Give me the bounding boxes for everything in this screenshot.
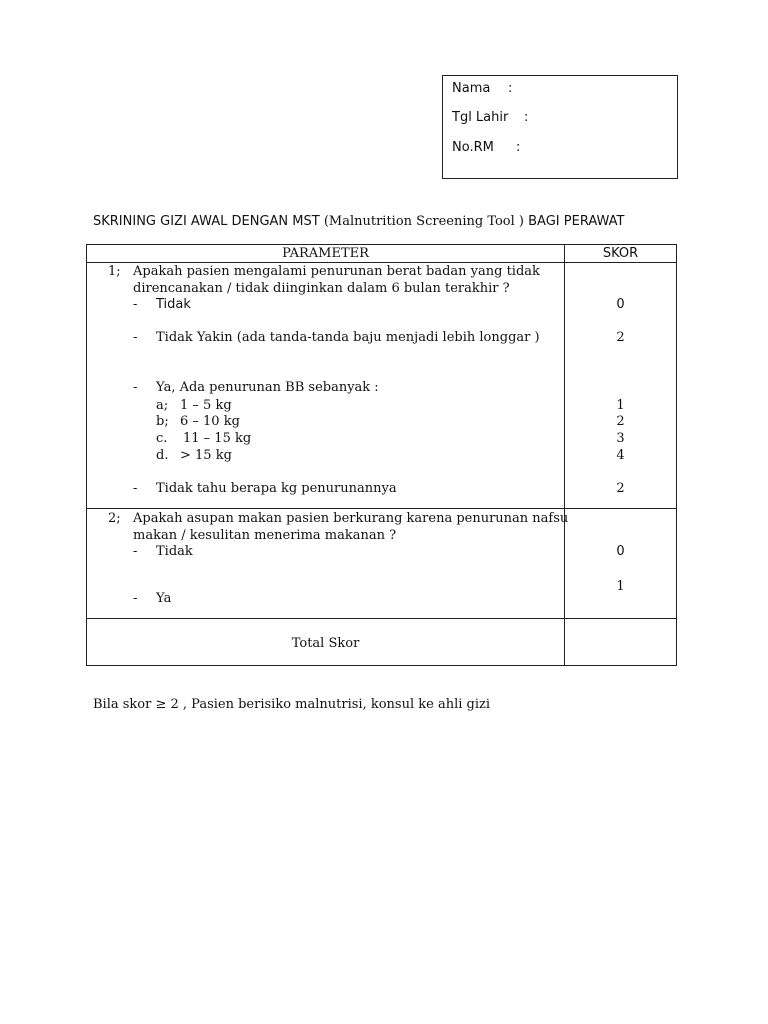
- q1-option-ya-dash: -: [133, 380, 138, 395]
- table-border-left: [86, 244, 87, 665]
- q1-option-tidak-yakin-dash: -: [133, 330, 138, 345]
- q1-sub-b-score: 2: [616, 414, 625, 429]
- q1-text-line-2: direncanakan / tidak diinginkan dalam 6 bulan terakhir ?: [133, 281, 510, 296]
- document-title: [93, 214, 624, 230]
- footer-note: Bila skor ≥ 2 , Pasien berisiko malnutrisi, konsul ke ahli gizi: [93, 697, 491, 712]
- q1-number: 1;: [108, 264, 121, 279]
- table-border-bottom: [86, 665, 677, 666]
- q1-option-unknown-score: 2: [616, 481, 625, 496]
- table-border-right: [676, 244, 677, 665]
- q1-sub-a-range: 1 – 5 kg: [180, 398, 232, 413]
- title-part-2: (Malnutrition Screening Tool ): [323, 214, 524, 229]
- q1-sub-a-letter: a;: [156, 398, 169, 413]
- q1-sub-c-score: 3: [616, 431, 625, 446]
- table-row-divider-1: [86, 508, 677, 509]
- q1-option-tidak: Tidak: [156, 297, 191, 312]
- q1-sub-d-letter: d.: [156, 448, 169, 463]
- patient-dob-colon: :: [524, 110, 529, 125]
- patient-name-colon: :: [508, 81, 513, 96]
- patient-info-box: [442, 75, 678, 179]
- q2-number: 2;: [108, 511, 121, 526]
- q1-sub-b-letter: b;: [156, 414, 169, 429]
- title-part-3: BAGI PERAWAT: [528, 214, 625, 229]
- q1-option-tidak-score: 0: [616, 297, 625, 312]
- q1-option-unknown: Tidak tahu berapa kg penurunannya: [156, 481, 397, 496]
- q1-sub-d-range: > 15 kg: [180, 448, 232, 463]
- q1-text-line-1: Apakah pasien mengalami penurunan berat badan yang tidak: [133, 264, 540, 279]
- q1-sub-d-score: 4: [616, 448, 625, 463]
- q1-option-tidak-yakin: Tidak Yakin (ada tanda-tanda baju menjadi lebih longgar ): [156, 330, 540, 345]
- q2-option-tidak-score: 0: [616, 544, 625, 559]
- table-header-divider: [86, 262, 677, 263]
- q2-text-line-2: makan / kesulitan menerima makanan ?: [133, 528, 397, 543]
- q1-option-tidak-yakin-score: 2: [616, 330, 625, 345]
- patient-name-label: Nama: [452, 81, 491, 96]
- q2-option-tidak-dash: -: [133, 544, 138, 559]
- q2-option-ya: Ya: [156, 591, 172, 606]
- q1-option-ya: Ya, Ada penurunan BB sebanyak :: [156, 380, 379, 395]
- patient-rm-label: No.RM: [452, 140, 494, 155]
- patient-name-field: [452, 81, 513, 97]
- header-parameter: PARAMETER: [282, 246, 369, 261]
- q1-option-tidak-dash: -: [133, 297, 138, 312]
- patient-rm-field: [452, 140, 521, 156]
- q1-sub-a-score: 1: [616, 398, 625, 413]
- q2-option-tidak: Tidak: [156, 544, 193, 559]
- patient-dob-field: [452, 110, 529, 126]
- q1-option-unknown-dash: -: [133, 481, 138, 496]
- q2-option-ya-dash: -: [133, 591, 138, 606]
- patient-rm-colon: :: [516, 140, 521, 155]
- title-part-1: SKRINING GIZI AWAL DENGAN MST: [93, 214, 320, 229]
- q2-option-ya-score: 1: [616, 579, 625, 594]
- q2-text-line-1: Apakah asupan makan pasien berkurang karena penurunan nafsu: [133, 511, 569, 526]
- header-skor: SKOR: [602, 246, 639, 261]
- total-skor-label: Total Skor: [291, 636, 360, 651]
- q1-sub-b-range: 6 – 10 kg: [180, 414, 240, 429]
- table-border-top: [86, 244, 677, 245]
- q1-sub-c-letter: c.: [156, 431, 168, 446]
- table-row-divider-2: [86, 618, 677, 619]
- q1-sub-c-range: 11 – 15 kg: [183, 431, 252, 446]
- patient-dob-label: Tgl Lahir: [452, 110, 509, 125]
